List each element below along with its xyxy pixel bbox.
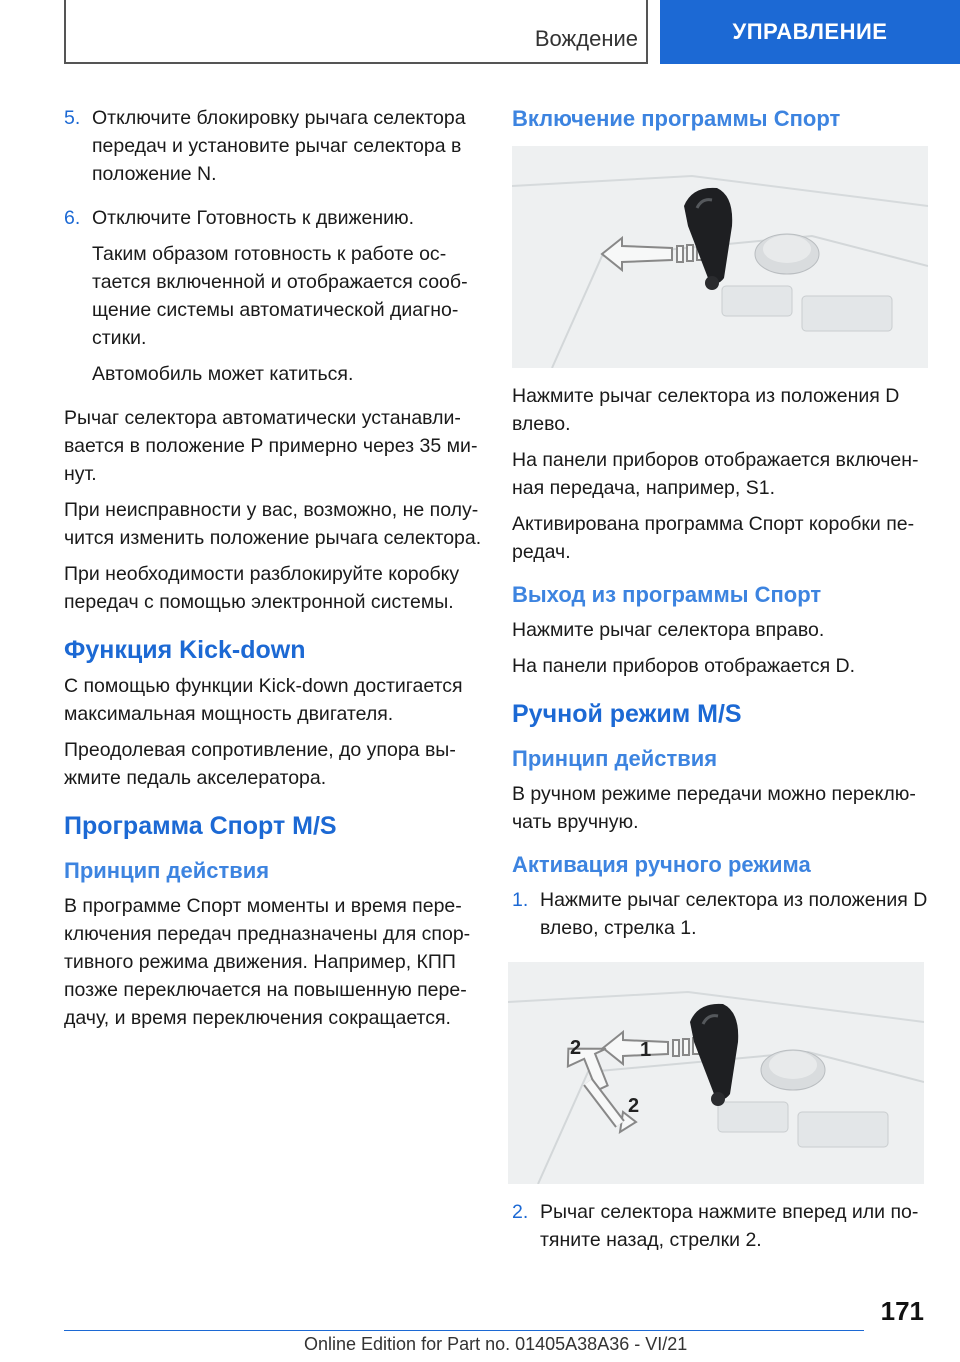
- page-number: 171: [880, 1296, 924, 1326]
- step-number: 2.: [512, 1201, 529, 1223]
- step-text: Отключите блокировку рычага селектора передач и установите рычаг селектора в положение N.: [92, 107, 466, 185]
- step-note: Автомобиль может катиться.: [92, 363, 354, 385]
- paragraph: При неисправности у вас, возможно, не получится изменить положение рычага селектора.: [64, 499, 482, 549]
- paragraph: На панели приборов отображается D.: [512, 655, 856, 677]
- heading-manual-mode: Ручной режим M/S: [512, 700, 742, 728]
- right-column: [512, 104, 932, 1270]
- step-5: [64, 104, 484, 196]
- step-number: 1.: [512, 889, 529, 911]
- step-note: Таким образом готовность к работе остается включенной и отображается сообщение системы автоматической диагностики.: [92, 243, 468, 349]
- arrow-label-2: 2: [628, 1095, 640, 1117]
- step-number: 6.: [64, 207, 81, 229]
- footer-divider: [64, 1330, 864, 1331]
- heading-exit-sport: Выход из программы Спорт: [512, 582, 822, 607]
- arrow-label-1: 1: [640, 1039, 652, 1061]
- paragraph: В ручном режиме передачи можно переключать вручную.: [512, 783, 916, 833]
- step-text: Рычаг селектора нажмите вперед или потяните назад, стрелки 2.: [540, 1201, 919, 1251]
- paragraph: Рычаг селектора автоматически устанавливается в положение P примерно через 35 минут.: [64, 407, 478, 485]
- arrow-label-2: 2: [570, 1037, 582, 1059]
- paragraph: В программе Спорт моменты и время переключения передач предназначены для спортивного режима движения. Например, КПП позже переключается на повышенную передачу, и время переключения сокращается.: [64, 895, 471, 1029]
- step-text: Нажмите рычаг селектора из положения D влево, стрелка 1.: [540, 889, 928, 939]
- edition-footer: Online Edition for Part no. 01405A38A36 - VI/21: [304, 1334, 688, 1354]
- gear-selector-illustration: [512, 146, 928, 368]
- paragraph: Преодолевая сопротивление, до упора выжмите педаль акселератора.: [64, 739, 456, 789]
- paragraph: Активирована программа Спорт коробки передач.: [512, 513, 915, 563]
- section-title: Вождение: [534, 26, 638, 51]
- step-6: [64, 204, 484, 396]
- gear-selector-arrows-illustration: [508, 962, 924, 1184]
- heading-kick-down: Функция Kick-down: [64, 636, 306, 664]
- heading-enable-sport: Включение программы Спорт: [512, 106, 841, 131]
- heading-sport-program: Программа Спорт M/S: [64, 812, 337, 840]
- heading-principle: Принцип действия: [512, 746, 718, 771]
- heading-activate-manual: Активация ручного режима: [512, 852, 811, 877]
- step-text: Отключите Готовность к движению.: [92, 207, 415, 229]
- paragraph: На панели приборов отображается включенная передача, например, S1.: [512, 449, 919, 499]
- page-header: [64, 0, 960, 66]
- paragraph: Нажмите рычаг селектора вправо.: [512, 619, 825, 641]
- heading-principle: Принцип действия: [64, 858, 270, 883]
- step-1: [512, 886, 932, 950]
- left-column: [64, 104, 484, 1040]
- paragraph: Нажмите рычаг селектора из положения D влево.: [512, 385, 900, 435]
- step-number: 5.: [64, 107, 81, 129]
- paragraph: При необходимости разблокируйте коробку передач с помощью электронной системы.: [64, 563, 460, 613]
- step-2: [512, 1198, 932, 1262]
- paragraph: С помощью функции Kick-down достигается максимальная мощность двигателя.: [64, 675, 463, 725]
- chapter-tab[interactable]: УПРАВЛЕНИЕ: [660, 0, 960, 64]
